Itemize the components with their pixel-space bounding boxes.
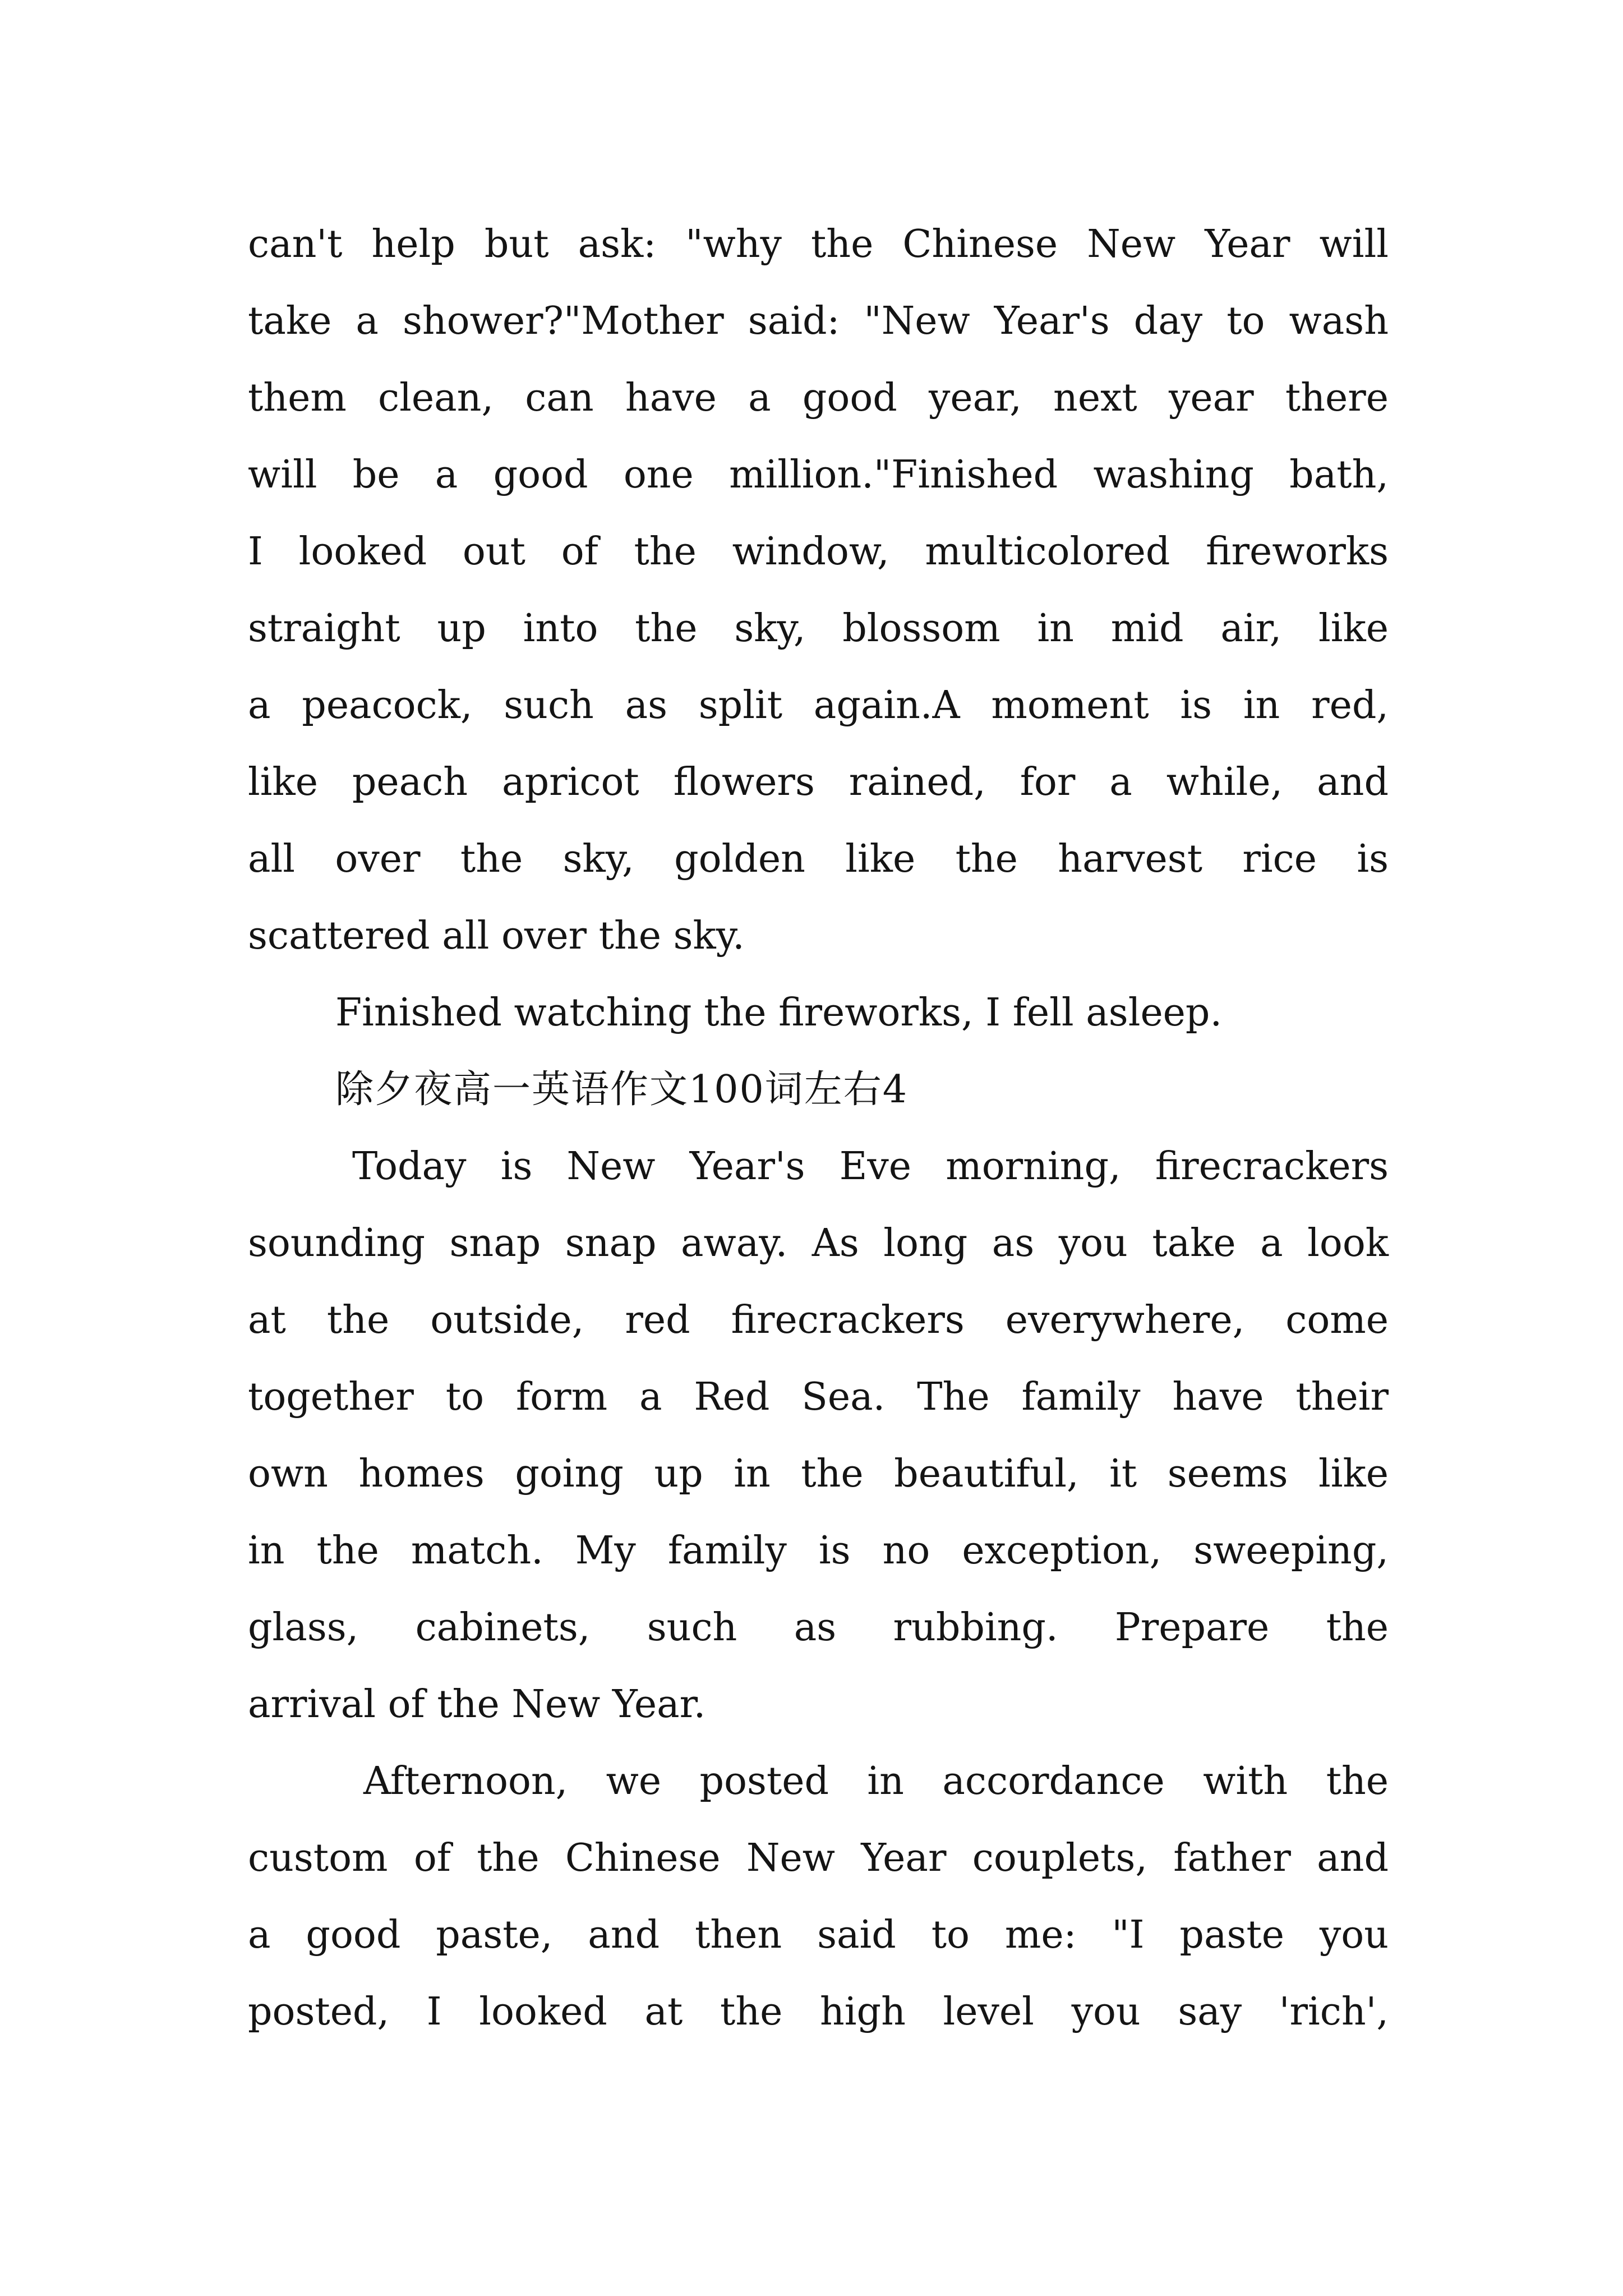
text-line: Finished watching the fireworks, I fell asleep.	[335, 991, 1223, 1035]
text-line: posted, I looked at the high level you say 'rich',	[248, 1990, 1389, 2034]
text-line: arrival of the New Year.	[248, 1682, 706, 1727]
text-line: them clean, can have a good year, next year there	[248, 376, 1389, 420]
text-line: sounding snap snap away. As long as you take a look	[248, 1221, 1389, 1266]
text-line: Today is New Year's Eve morning, firecrackers	[352, 1144, 1389, 1189]
section-heading: 除夕夜高一英语作文100词左右4	[335, 1068, 909, 1112]
text-line: glass, cabinets, such as rubbing. Prepare the	[248, 1605, 1389, 1650]
text-line: all over the sky, golden like the harvest rice is	[248, 837, 1389, 881]
text-line: scattered all over the sky.	[248, 914, 745, 958]
text-line: can't help but ask: "why the Chinese New Year will	[248, 222, 1389, 266]
text-line: in the match. My family is no exception, sweeping,	[248, 1529, 1389, 1573]
text-line: a good paste, and then said to me: "I paste you	[248, 1913, 1389, 1957]
text-line: together to form a Red Sea. The family have their	[248, 1375, 1389, 1419]
text-line: a peacock, such as split again.A moment is in red,	[248, 683, 1389, 728]
text-line: own homes going up in the beautiful, it seems like	[248, 1452, 1389, 1496]
text-line: Afternoon, we posted in accordance with the	[363, 1759, 1389, 1803]
text-line: like peach apricot flowers rained, for a while, and	[248, 760, 1389, 804]
text-line: at the outside, red firecrackers everywhere, come	[248, 1298, 1389, 1342]
text-line: take a shower?"Mother said: "New Year's day to wash	[248, 299, 1389, 343]
text-line: straight up into the sky, blossom in mid air, like	[248, 606, 1389, 651]
text-line: will be a good one million."Finished washing bath,	[248, 453, 1389, 497]
text-line: custom of the Chinese New Year couplets, father and	[248, 1836, 1389, 1880]
text-line: I looked out of the window, multicolored fireworks	[248, 530, 1389, 574]
